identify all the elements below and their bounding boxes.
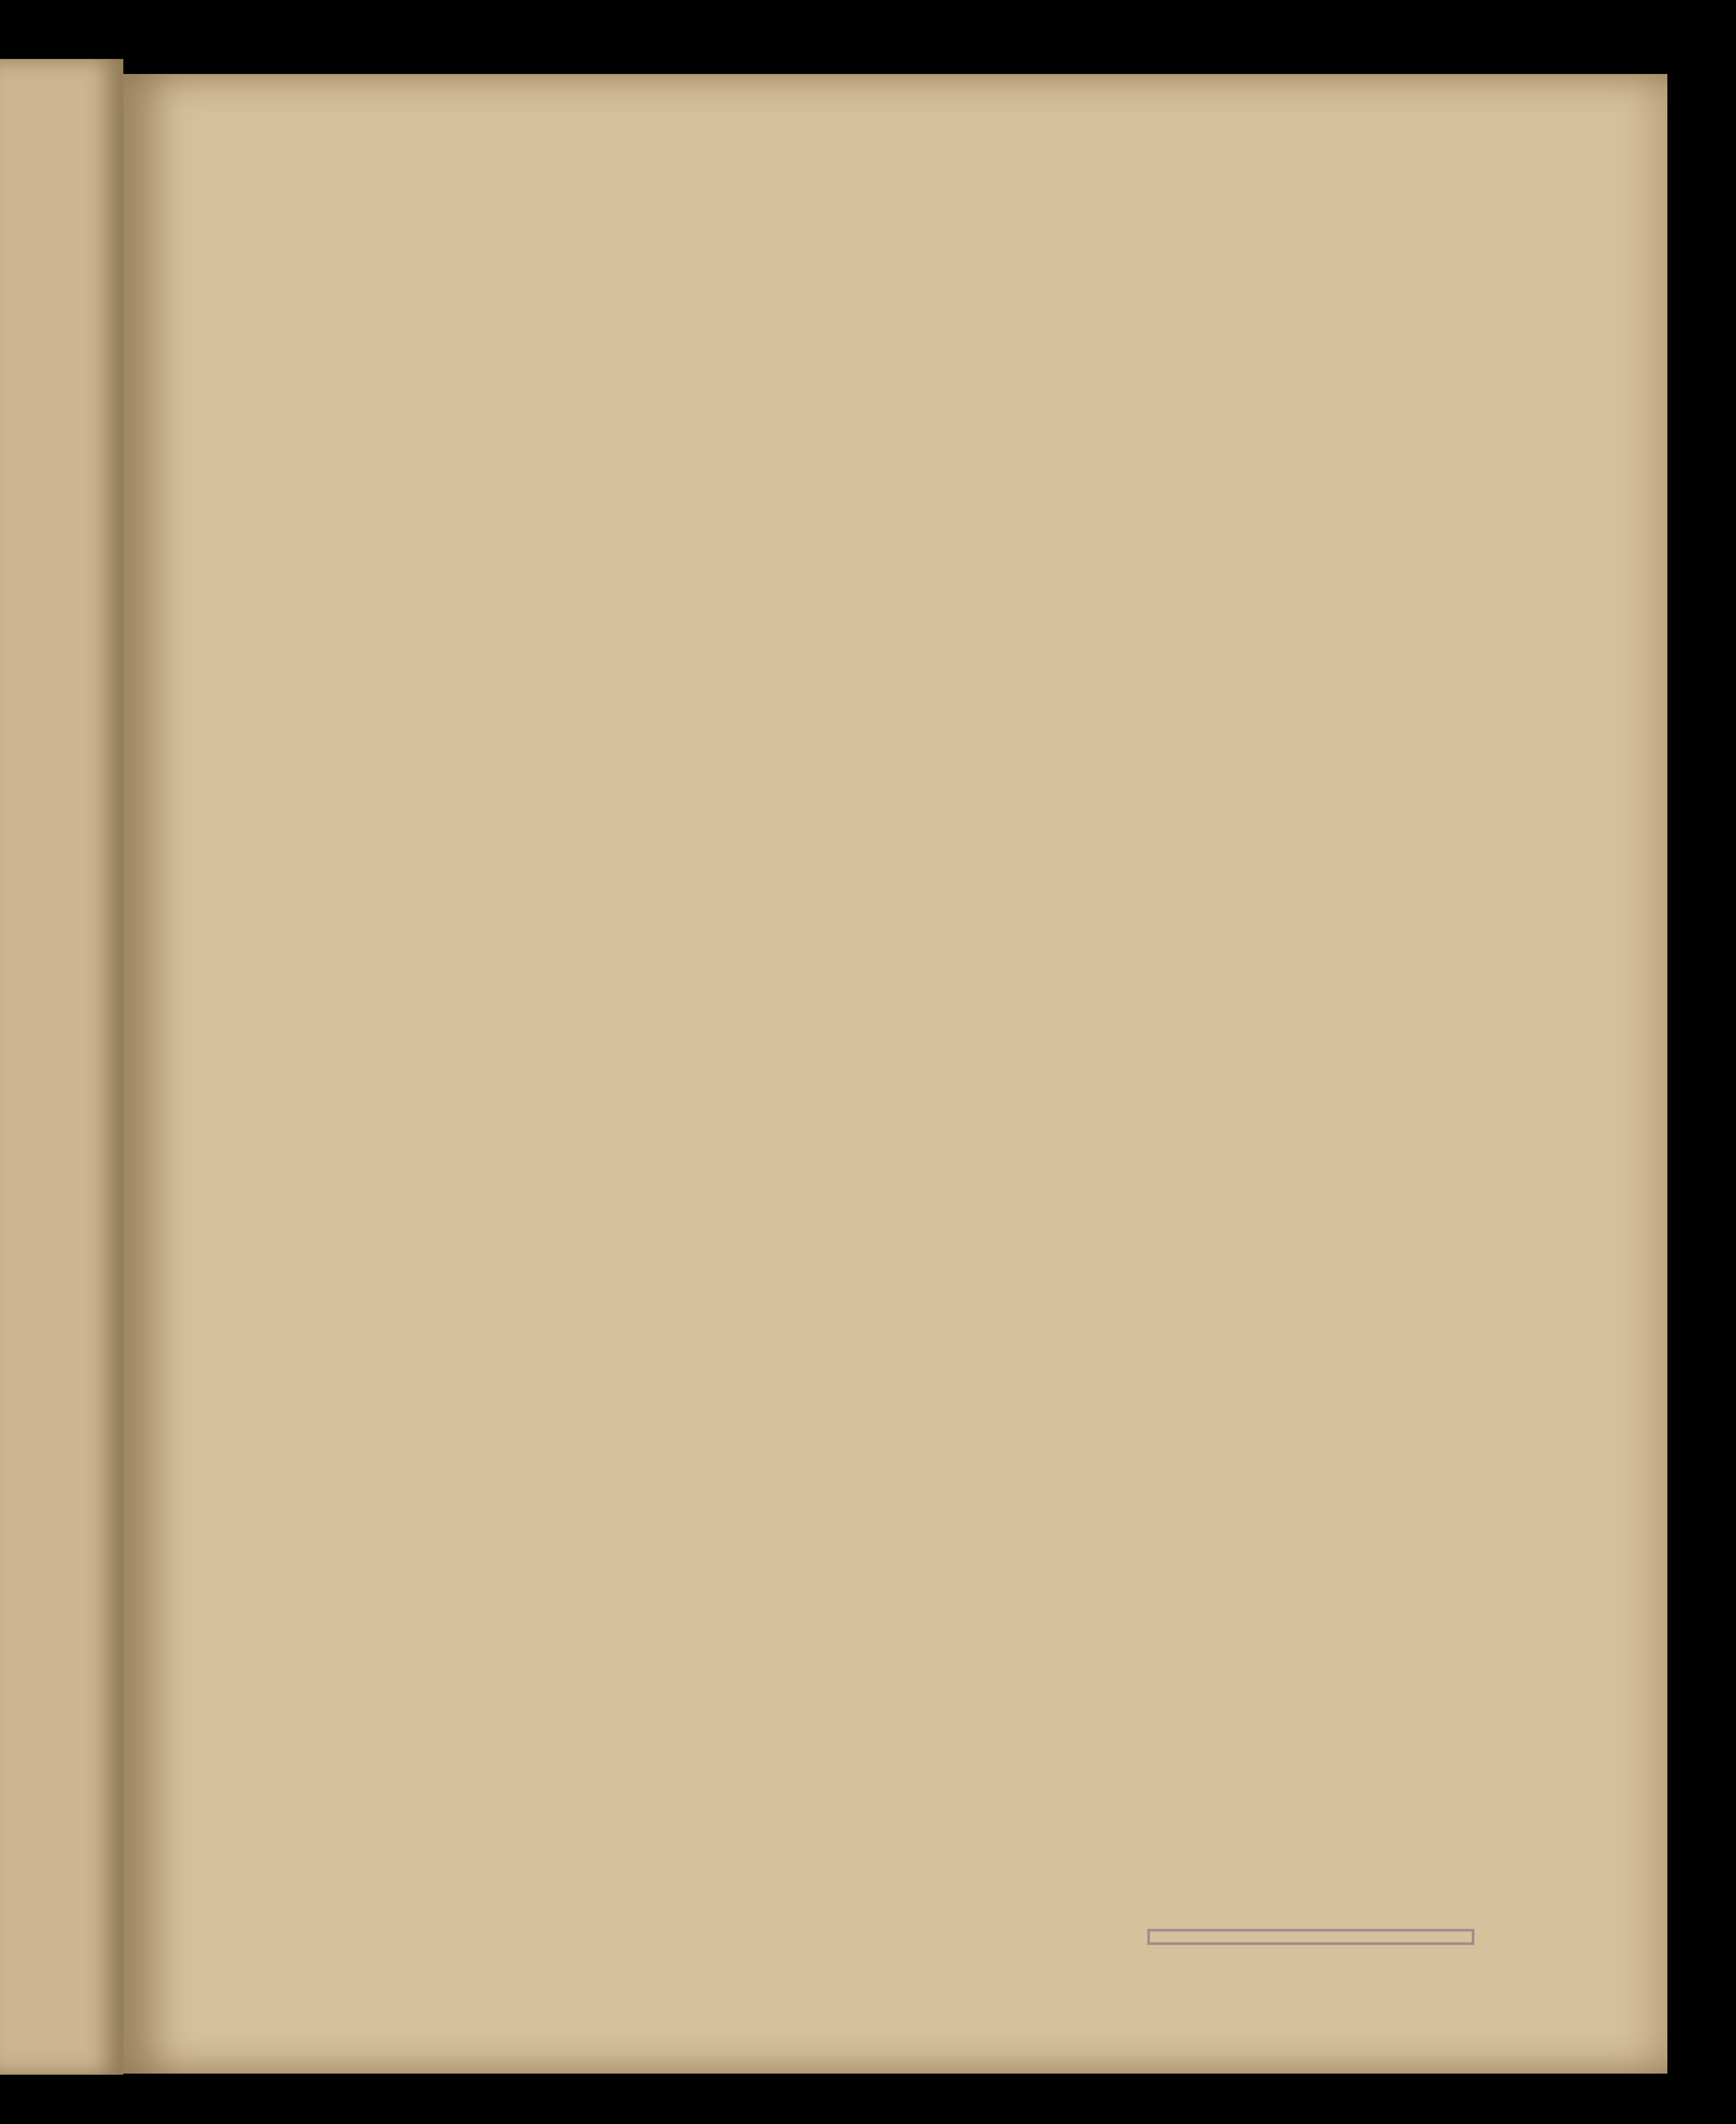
library-stamp (1147, 1929, 1474, 1945)
data-table (123, 74, 1667, 2074)
main-page (123, 74, 1667, 2074)
left-page-fragment (0, 59, 123, 2075)
